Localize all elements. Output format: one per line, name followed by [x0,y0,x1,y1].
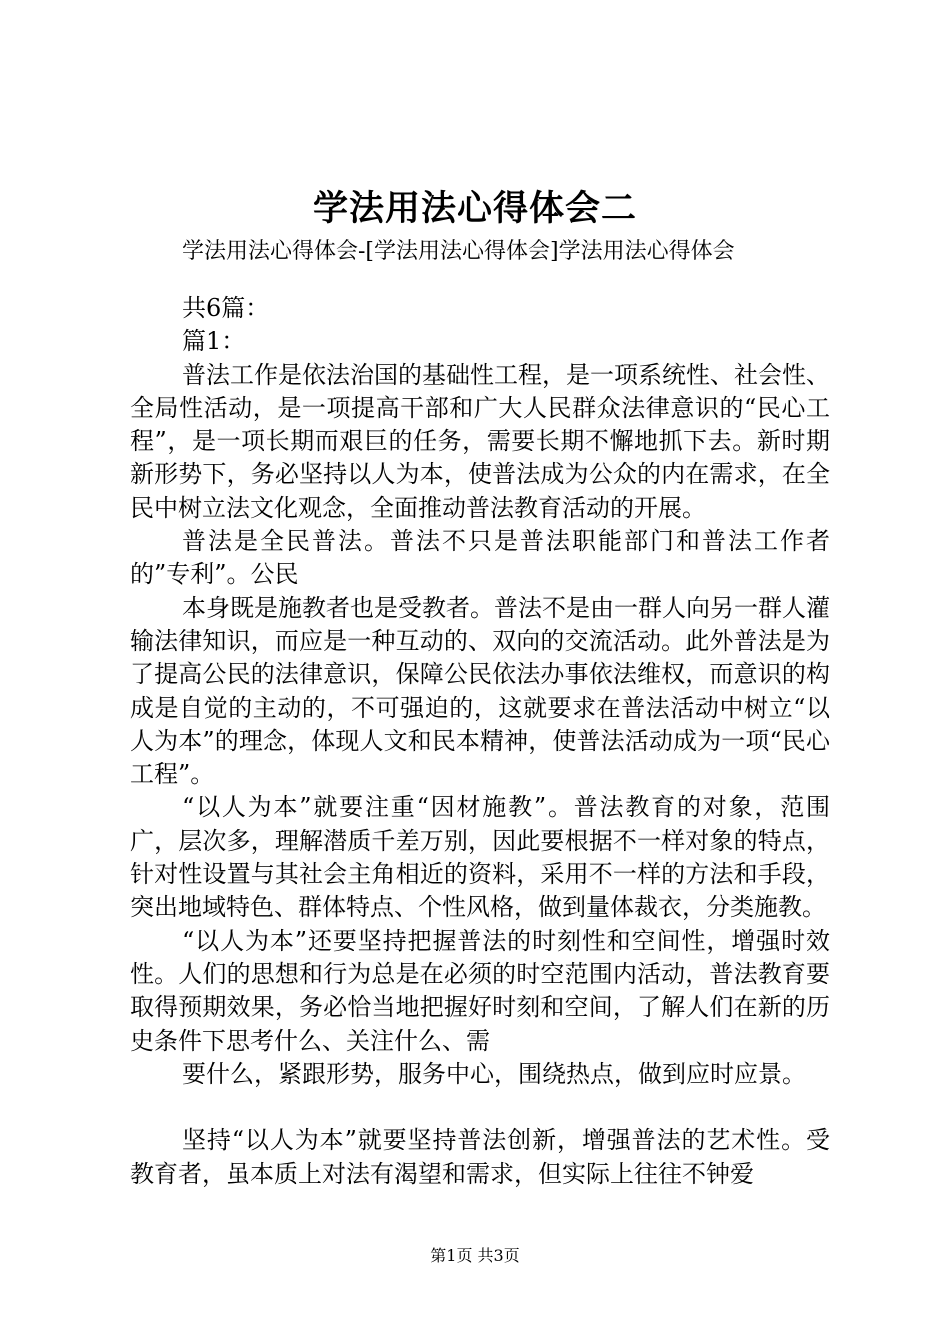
document-title: 学法用法心得体会二 [312,188,637,229]
paragraph: “以人为本”就要注重“因材施教”。普法教育的对象，范围广，层次多，理解潜质千差万别，因此要根据不一样对象的特点，针对性设置与其社会主角相近的资料，采用不一样的方法和手段，突出地域特色、群体特点、个性风格，做到量体裁衣，分类施教。 [130,793,830,922]
paragraph-section-label: 篇1： [182,327,246,356]
paragraph: 本身既是施教者也是受教者。普法不是由一群人向另一群人灌输法律知识，而应是一种互动的、双向的交流活动。此外普法是为了提高公民的法律意识，保障公民依法办事依法维权，而意识的构成是自觉的主动的，不可强迫的，这就要求在普法活动中树立“以人为本”的理念，体现人文和民本精神，使普法活动成为一项“民心工程”。 [130,593,830,789]
paragraph: 普法工作是依法治国的基础性工程，是一项系统性、社会性、全局性活动，是一项提高干部和广大人民群众法律意识的“民心工程”，是一项长期而艰巨的任务，需要长期不懈地抓下去。新时期新形势下，务必坚持以人为本，使普法成为公众的内在需求，在全民中树立法文化观念，全面推动普法教育活动的开展。 [130,360,830,522]
document-body [130,292,830,1191]
document-subtitle: 学法用法心得体会-[学法用法心得体会]学法用法心得体会 [182,239,735,264]
paragraph: 普法是全民普法。普法不只是普法职能部门和普法工作者的”专利”。公民 [130,527,830,589]
paragraph-spacer [130,1091,830,1124]
page-footer: 第1页 共3页 [430,1246,520,1265]
paragraph-count-line: 共6篇： [182,294,270,322]
paragraph: “以人为本”还要坚持把握普法的时刻性和空间性，增强时效性。人们的思想和行为总是在必须的时空范围内活动，普法教育要取得预期效果，务必恰当地把握好时刻和空间，了解人们在新的历史条件下思考什么、关注什么、需 [130,926,830,1055]
paragraph: 要什么，紧跟形势，服务中心，围绕热点，做到应时应景。 [182,1059,806,1088]
paragraph: 坚持“以人为本”就要坚持普法创新，增强普法的艺术性。受教育者，虽本质上对法有渴望和需求，但实际上往往不钟爱 [130,1126,830,1188]
